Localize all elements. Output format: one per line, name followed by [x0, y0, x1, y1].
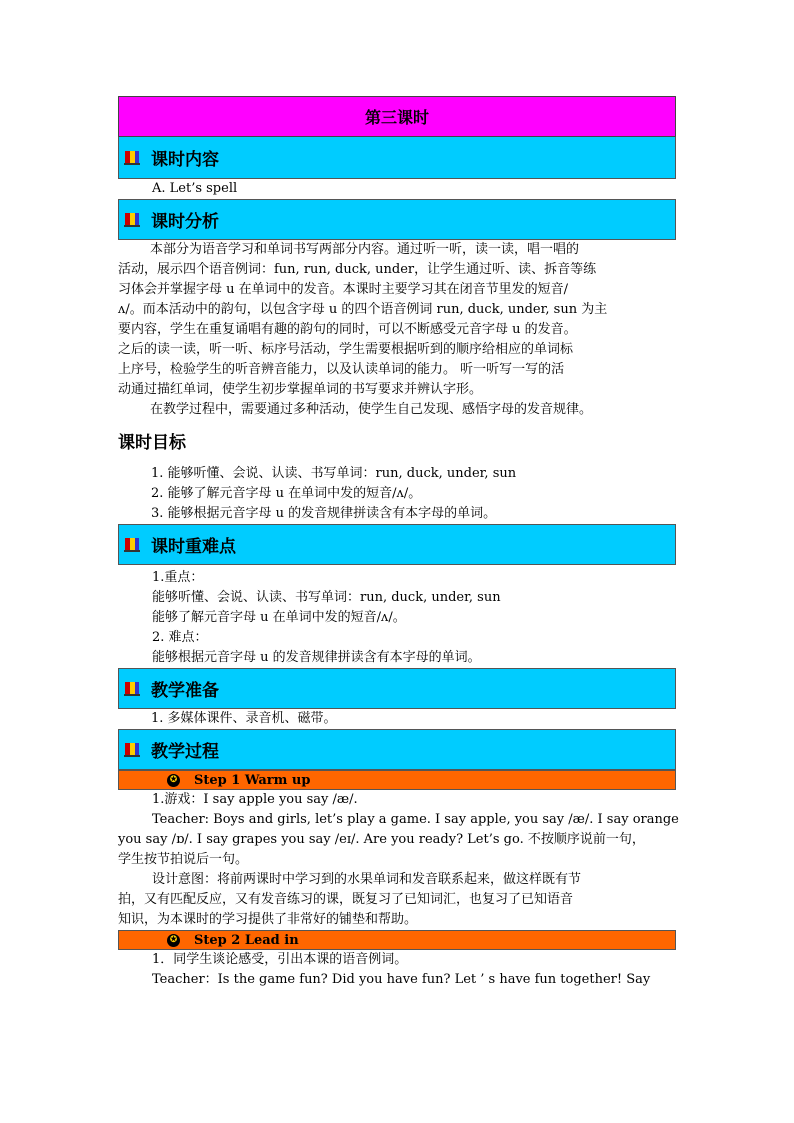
design-line: 设计意图：将前两课时中学习到的水果单词和发音联系起来，做这样既有节 [152, 872, 582, 887]
section-heading: 教学准备 [151, 681, 219, 701]
lesson-title-bar [118, 96, 676, 137]
objective-item: 3. 能够根据元音字母 u 的发音规律拼读含有本字母的单词。 [151, 506, 497, 521]
step-2-body [118, 950, 676, 990]
analysis-line: 上序号，检验学生的听音辨音能力，以及认读单词的能力。 听一听写一写的活 [118, 362, 565, 377]
analysis-line: 本部分为语音学习和单词书写两部分内容。通过听一听，读一读，唱一唱的 [150, 242, 580, 257]
step-1-game: 1.游戏：I say apple you say /æ/. [152, 792, 358, 807]
key-point-line: 1.重点： [152, 570, 204, 585]
step-2-line: 1．同学生谈论感受，引出本课的语音例词。 [152, 952, 408, 967]
star-circle-icon: ✪ [167, 934, 180, 947]
key-point-line: 能够根据元音字母 u 的发音规律拼读含有本字母的单词。 [152, 650, 481, 665]
section-header-analysis [118, 199, 676, 240]
key-points-body [118, 568, 676, 668]
step-2-line: Teacher：Is the game fun? Did you have fun? Let ’ s have fun together! Say [152, 972, 651, 987]
section-header-key-points [118, 524, 676, 565]
analysis-line: 动通过描红单词，使学生初步掌握单词的书写要求并辨认字形。 [118, 382, 483, 397]
analysis-line: 习体会并掌握字母 u 在单词中的发音。本课时主要学习其在闭音节里发的短音/ [118, 282, 569, 297]
analysis-line: 要内容，学生在重复诵唱有趣的韵句的同时，可以不断感受元音字母 u 的发音。 [118, 322, 577, 337]
design-line: 知识，为本课时的学习提供了非常好的铺垫和帮助。 [118, 912, 418, 927]
lesson-title: 第三课时 [364, 108, 429, 127]
step-1-body [118, 790, 679, 930]
step-label: Step 2 Lead in [194, 932, 299, 948]
analysis-paragraph-2: 在教学过程中，需要通过多种活动，使学生自己发现、感悟字母的发音规律。 [150, 402, 593, 417]
analysis-line: ʌ/。而本活动中的韵句，以包含字母 u 的四个语音例词 run, duck, under, sun 为主 [118, 302, 608, 317]
key-point-line: 能够了解元音字母 u 在单词中发的短音/ʌ/。 [152, 610, 406, 625]
step-1-bar [118, 770, 676, 790]
analysis-line: 活动，展示四个语音例词：fun, run, duck, under，让学生通过听、读、拆音等练 [118, 262, 597, 277]
section-heading: 课时重难点 [151, 537, 236, 557]
key-point-line: 能够听懂、会说、认读、书写单词：run, duck, under, sun [152, 590, 501, 605]
analysis-line: 之后的读一读，听一听、标序号活动，学生需要根据听到的顺序给相应的单词标 [118, 342, 574, 357]
content-body: A. Let’s spell [152, 181, 238, 196]
teacher-line: you say /ɒ/. I say grapes you say /eɪ/. Are you ready? Let’s go. 不按顺序说前一句， [118, 832, 645, 847]
teacher-line: 学生按节拍说后一句。 [118, 852, 249, 867]
section-header-process [118, 729, 676, 770]
section-heading: 课时分析 [151, 212, 219, 232]
step-2-bar [118, 930, 676, 950]
book-icon [123, 537, 141, 553]
analysis-paragraph-1 [118, 240, 676, 400]
key-point-line: 2. 难点： [152, 630, 208, 645]
document-page [118, 96, 679, 990]
section-heading: 教学过程 [151, 742, 219, 762]
star-circle-icon: ✪ [167, 774, 180, 787]
section-heading: 课时内容 [151, 150, 219, 170]
objective-item: 2. 能够了解元音字母 u 在单词中发的短音/ʌ/。 [151, 486, 422, 501]
book-icon [123, 212, 141, 228]
book-icon [123, 150, 141, 166]
step-label: Step 1 Warm up [194, 772, 311, 788]
objectives-heading: 课时目标 [118, 433, 186, 453]
section-header-content [118, 137, 676, 179]
objective-item: 1. 能够听懂、会说、认读、书写单词：run, duck, under, sun [151, 466, 517, 481]
book-icon [123, 742, 141, 758]
section-header-preparation [118, 668, 676, 709]
teacher-line: Teacher: Boys and girls, let’s play a game. I say apple, you say /æ/. I say orange [152, 812, 679, 827]
preparation-item: 1. 多媒体课件、录音机、磁带。 [151, 711, 337, 726]
objectives-list [118, 464, 676, 524]
book-icon [123, 681, 141, 697]
design-line: 拍，又有匹配反应，又有发音练习的课，既复习了已知词汇，也复习了已知语音 [118, 892, 574, 907]
